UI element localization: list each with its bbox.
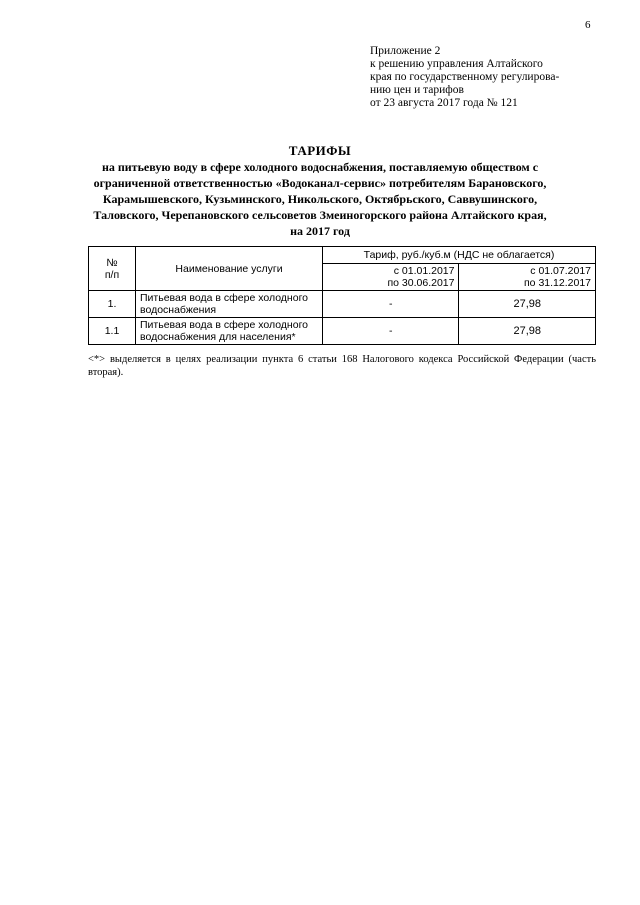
header-period-line: с 01.07.2017 bbox=[530, 265, 591, 277]
appendix-line: нию цен и тарифов bbox=[370, 84, 464, 96]
header-period-2 bbox=[459, 264, 596, 291]
appendix-block bbox=[370, 45, 610, 110]
row-tariff-period-2: 27,98 bbox=[459, 291, 596, 318]
page-number: 6 bbox=[585, 19, 591, 31]
header-num bbox=[89, 247, 136, 291]
row-name-line: Питьевая вода в сфере холодного bbox=[140, 319, 309, 331]
row-name-line: Питьевая вода в сфере холодного bbox=[140, 292, 309, 304]
table-header-row bbox=[89, 247, 596, 264]
title-line: ограниченной ответственностью «Водоканал-сервис» потребителям Барановского, bbox=[93, 176, 547, 190]
title-main: ТАРИФЫ bbox=[288, 143, 352, 158]
title-line: Таловского, Черепановского сельсоветов Змеиногорского района Алтайского края, bbox=[93, 208, 547, 222]
header-period-line: по 30.06.2017 bbox=[387, 277, 455, 289]
document-title bbox=[60, 143, 580, 239]
appendix-line: края по государственному регулирова- bbox=[370, 71, 560, 83]
row-tariff-period-1: - bbox=[323, 318, 459, 345]
footnote-marker: <*> bbox=[88, 354, 106, 365]
tariff-table bbox=[88, 246, 596, 345]
header-period-line: с 01.01.2017 bbox=[393, 265, 455, 277]
table-row bbox=[89, 291, 596, 318]
title-line: на питьевую воду в сфере холодного водоснабжения, поставляемую обществом с bbox=[101, 160, 539, 174]
header-num-line: п/п bbox=[104, 268, 120, 281]
row-service-name bbox=[136, 318, 323, 345]
appendix-line: Приложение 2 bbox=[370, 45, 441, 57]
row-tariff-period-1: - bbox=[323, 291, 459, 318]
row-service-name bbox=[136, 291, 323, 318]
header-service-name: Наименование услуги bbox=[136, 247, 323, 291]
row-name-line: водоснабжения bbox=[140, 304, 217, 316]
title-line: на 2017 год bbox=[290, 224, 350, 238]
table-row bbox=[89, 318, 596, 345]
title-line: Карамышевского, Кузьминского, Никольского, Октябрьского, Саввушинского, bbox=[102, 192, 538, 206]
row-num: 1.1 bbox=[89, 318, 136, 345]
footnote-text: выделяется в целях реализации пункта 6 статьи 168 Налогового кодекса Российской Федерации (часть вторая). bbox=[88, 354, 596, 378]
header-num-line: № bbox=[106, 256, 118, 269]
appendix-line: от 23 августа 2017 года № 121 bbox=[370, 97, 518, 109]
row-tariff-period-2: 27,98 bbox=[459, 318, 596, 345]
header-tariff: Тариф, руб./куб.м (НДС не облагается) bbox=[323, 247, 596, 264]
row-num: 1. bbox=[89, 291, 136, 318]
appendix-line: к решению управления Алтайского bbox=[370, 58, 543, 70]
row-name-line: водоснабжения для населения* bbox=[140, 331, 296, 343]
header-period-1 bbox=[323, 264, 459, 291]
header-period-line: по 31.12.2017 bbox=[524, 277, 591, 289]
footnote bbox=[88, 353, 596, 379]
